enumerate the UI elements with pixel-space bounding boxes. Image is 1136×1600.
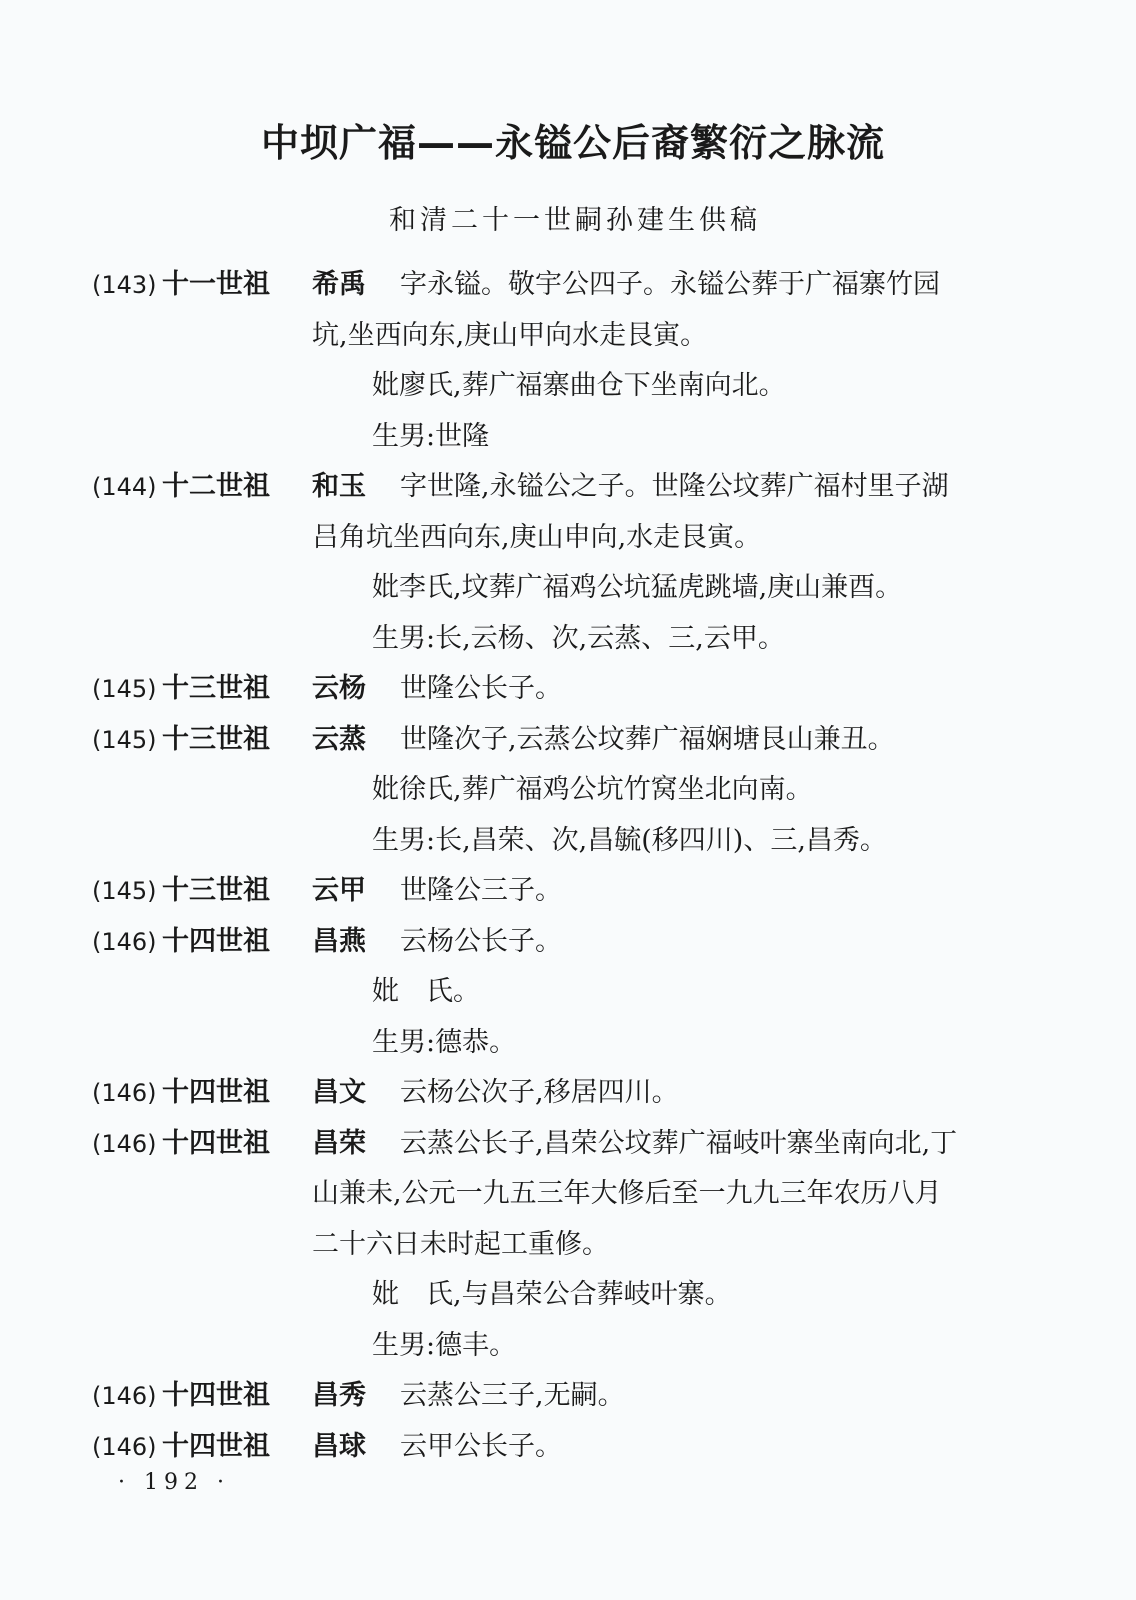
entry-number: (146): [92, 1432, 157, 1461]
entry-row: [0, 1427, 1136, 1467]
entry-continuation: 坑,坐西向东,庚山甲向水走艮寅。: [312, 319, 708, 351]
entry-continuation-row: [0, 316, 1136, 356]
entry-sub-line: 生男:德恭。: [372, 1026, 517, 1058]
entry-number: (146): [92, 1079, 157, 1107]
entry-description: 云杨公次子,移居四川。: [400, 1077, 679, 1108]
entry-description: 世隆公三子。: [400, 875, 562, 906]
entry-sub-row: [0, 972, 1136, 1012]
entry-continuation: 二十六日未时起工重修。: [312, 1228, 609, 1260]
entry-sub-row: [0, 366, 1136, 406]
entry-generation: 十四世祖: [162, 1127, 270, 1159]
entry-continuation-row: [0, 1174, 1136, 1214]
entry-continuation-row: [0, 1225, 1136, 1265]
entry-sub-line: 妣徐氏,葬广福鸡公坑竹窝坐北向南。: [372, 774, 813, 805]
entry-description: 字世隆,永镒公之子。世隆公坟葬广福村里子湖: [400, 471, 949, 502]
entry-row: [0, 1073, 1136, 1113]
entry-number: (144): [92, 473, 157, 501]
entry-sub-line: 生男:德丰。: [372, 1329, 517, 1361]
entry-name: 昌荣: [312, 1127, 366, 1159]
entry-description: 字永镒。敬宇公四子。永镒公葬于广福寨竹园: [400, 269, 940, 300]
entry-row: [0, 265, 1136, 305]
page-title: 中坝广福——永镒公后裔繁衍之脉流: [260, 121, 885, 165]
entry-row: [0, 871, 1136, 911]
entry-generation: 十一世祖: [162, 269, 270, 300]
entry-name: 昌燕: [312, 925, 366, 957]
entry-continuation: 吕角坑坐西向东,庚山申向,水走艮寅。: [312, 521, 762, 553]
page-number: · 192 ·: [118, 1470, 230, 1495]
entry-row: [0, 1376, 1136, 1416]
entry-name: 昌秀: [312, 1380, 366, 1411]
entry-description: 云杨公长子。: [400, 925, 562, 957]
entry-sub-line: 生男:世隆: [372, 420, 490, 452]
entry-sub-line: 妣 氏,与昌荣公合葬岐叶寨。: [372, 1279, 732, 1310]
entry-generation: 十三世祖: [162, 875, 270, 906]
entry-description: 世隆公长子。: [400, 673, 562, 704]
entry-name: 希禹: [312, 269, 366, 300]
entry-number: (145): [92, 725, 157, 754]
page-subtitle: 和清二十一世嗣孙建生供稿: [389, 205, 761, 236]
entry-description: 世隆次子,云蒸公坟葬广福娴塘艮山兼丑。: [400, 723, 895, 755]
entry-sub-line: 妣廖氏,葬广福寨曲仓下坐南向北。: [372, 370, 786, 401]
entry-number: (146): [92, 927, 157, 956]
entry-generation: 十四世祖: [162, 1077, 270, 1108]
entry-sub-row: [0, 1275, 1136, 1315]
entry-sub-row: [0, 1326, 1136, 1366]
entry-generation: 十三世祖: [162, 723, 270, 755]
entry-name: 云蒸: [312, 723, 366, 755]
entry-generation: 十三世祖: [162, 673, 270, 704]
entry-generation: 十四世祖: [162, 925, 270, 957]
entry-description: 云蒸公长子,昌荣公坟葬广福岐叶寨坐南向北,丁: [400, 1127, 958, 1159]
entry-sub-row: [0, 568, 1136, 608]
entry-continuation-row: [0, 518, 1136, 558]
entry-sub-line: 生男:长,云杨、次,云蒸、三,云甲。: [372, 622, 785, 654]
entry-row: [0, 922, 1136, 962]
entry-sub-row: [0, 417, 1136, 457]
entry-sub-row: [0, 821, 1136, 861]
entry-number: (146): [92, 1382, 157, 1410]
entry-name: 和玉: [312, 471, 366, 502]
entry-sub-line: 生男:长,昌荣、次,昌毓(移四川)、三,昌秀。: [372, 824, 887, 856]
entry-description: 云甲公长子。: [400, 1430, 562, 1462]
entry-row: [0, 669, 1136, 709]
entry-name: 昌球: [312, 1430, 366, 1462]
entry-number: (143): [92, 271, 157, 299]
entry-sub-line: 妣 氏。: [372, 976, 480, 1007]
entry-description: 云蒸公三子,无嗣。: [400, 1380, 625, 1411]
entry-number: (146): [92, 1129, 157, 1158]
entry-name: 昌文: [312, 1077, 366, 1108]
entry-generation: 十四世祖: [162, 1380, 270, 1411]
entry-number: (145): [92, 877, 157, 905]
entry-name: 云杨: [312, 673, 366, 704]
entry-generation: 十四世祖: [162, 1430, 270, 1462]
entry-sub-row: [0, 770, 1136, 810]
entry-sub-line: 妣李氏,坟葬广福鸡公坑猛虎跳墙,庚山兼酉。: [372, 572, 903, 603]
entry-number: (145): [92, 675, 157, 703]
entry-row: [0, 720, 1136, 760]
entry-generation: 十二世祖: [162, 471, 270, 502]
entry-sub-row: [0, 1023, 1136, 1063]
entry-row: [0, 1124, 1136, 1164]
entry-continuation: 山兼未,公元一九五三年大修后至一九九三年农历八月: [312, 1178, 942, 1209]
entry-row: [0, 467, 1136, 507]
entry-sub-row: [0, 619, 1136, 659]
entry-name: 云甲: [312, 875, 366, 906]
